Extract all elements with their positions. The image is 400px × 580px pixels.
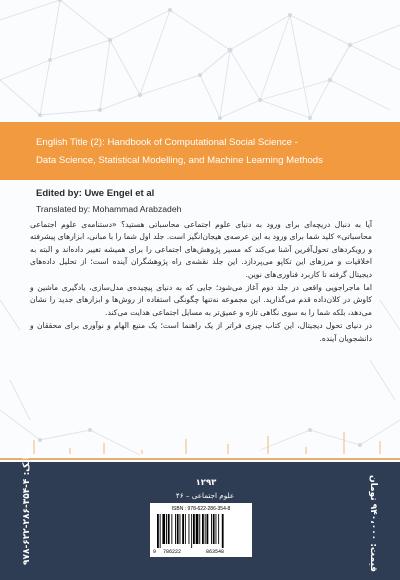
barcode-bar [171, 514, 172, 544]
editor-credit: Edited by: Uwe Engel et al [36, 188, 155, 199]
barcode-bar [182, 514, 184, 544]
barcode-bar [157, 514, 159, 548]
isbn-label: ISBN : 978-622-286-354-8 [171, 506, 231, 512]
barcode-bar [189, 514, 190, 544]
barcode-bars [156, 514, 246, 548]
barcode-bar [168, 514, 170, 544]
barcode-digit-group: 9 [153, 549, 157, 555]
barcode-digit-group: 786222 [163, 549, 182, 555]
barcode-bar [196, 514, 199, 544]
title-band [0, 122, 400, 180]
description-paragraph: آیا به دنبال دریچه‌ای برای ورود به دنیای علوم اجتماعی محاسباتی هستید؟ «دستنامه‌ی علوم اجتماعی محاسباتی» کلید شما برای ورود به این عرصه‌ی هیجان‌انگیز است. جلد اول شما را با مبانی، ابزارهای پیشرفته و رویکردهای تحول‌آفرین آشنا می‌کند که مسیر پژوهش‌های اجتماعی را برای همیشه تغییر داده‌اند و البته به اخلاقیات و مرزهای این تکاپو می‌پردازد. این جلد نقشه‌ی راه پژوهشگران آینده است؛ از تحلیل داده‌های دیجیتال گرفته تا کاربرد فناوری‌های نوین. [30, 220, 372, 279]
barcode-digit-group: 863548 [206, 549, 225, 555]
barcode-bar [222, 514, 224, 548]
barcode-bar [205, 514, 206, 544]
barcode-bar [193, 514, 195, 544]
isbn-vertical-text: شابک: ۴-۳۵۴-۲۸۶-۶۲۲-۹۷۸ [22, 447, 32, 565]
bar-graphic-decoration [0, 392, 400, 462]
barcode-bar [166, 514, 167, 544]
description-paragraph: اما ماجراجویی واقعی در جلد دوم آغاز می‌شود؛ جایی که به دنیای پیچیده‌ی مدل‌سازی، یادگیری ماشین و کاوش در کلان‌داده قدم می‌گذارید. این مجموعه نه‌تنها چگونگی استفاده از روش‌ها و ابزارهای جدید را نشان می‌دهد، بلکه شما را به سوی نگاهی تازه و عمیق‌تر به مسایل اجتماعی هدایت می‌کند. [30, 283, 372, 317]
book-description [30, 219, 372, 346]
barcode-bar [160, 514, 161, 548]
english-title-line-1: English Title (2): Handbook of Computational Social Science - [36, 137, 298, 148]
description-paragraph: در دنیای تحول دیجیتال، این کتاب چیزی فراتر از یک راهنما است؛ یک منبع الهام و نوآوری برای محققان و دانشجویان آینده. [30, 321, 372, 343]
barcode-bar [211, 514, 212, 544]
barcode-bar [216, 514, 217, 544]
catalog-number: ۱۲۹۳ [195, 478, 217, 488]
barcode-bar [191, 514, 192, 548]
barcode-bar [218, 514, 219, 544]
barcode-bar [177, 514, 179, 544]
barcode-bar [175, 514, 176, 544]
orange-divider-line [0, 458, 400, 460]
barcode-bar [207, 514, 209, 544]
barcode-bar [199, 514, 200, 544]
english-title-line-2: Data Science, Statistical Modelling, and Machine Learning Methods [36, 155, 323, 166]
barcode-bar [185, 514, 186, 544]
barcode-bar [202, 514, 204, 544]
price-vertical-text: قیمت: ۹۴۰،۰۰۰ تومان [368, 475, 378, 573]
barcode-bar [162, 514, 165, 544]
barcode [150, 503, 252, 557]
series-label: علوم اجتماعی – ۴۶ [175, 491, 235, 500]
barcode-bar [180, 514, 181, 544]
barcode-bar [213, 514, 215, 544]
translator-credit: Translated by: Mohammad Arabzadeh [36, 204, 182, 214]
